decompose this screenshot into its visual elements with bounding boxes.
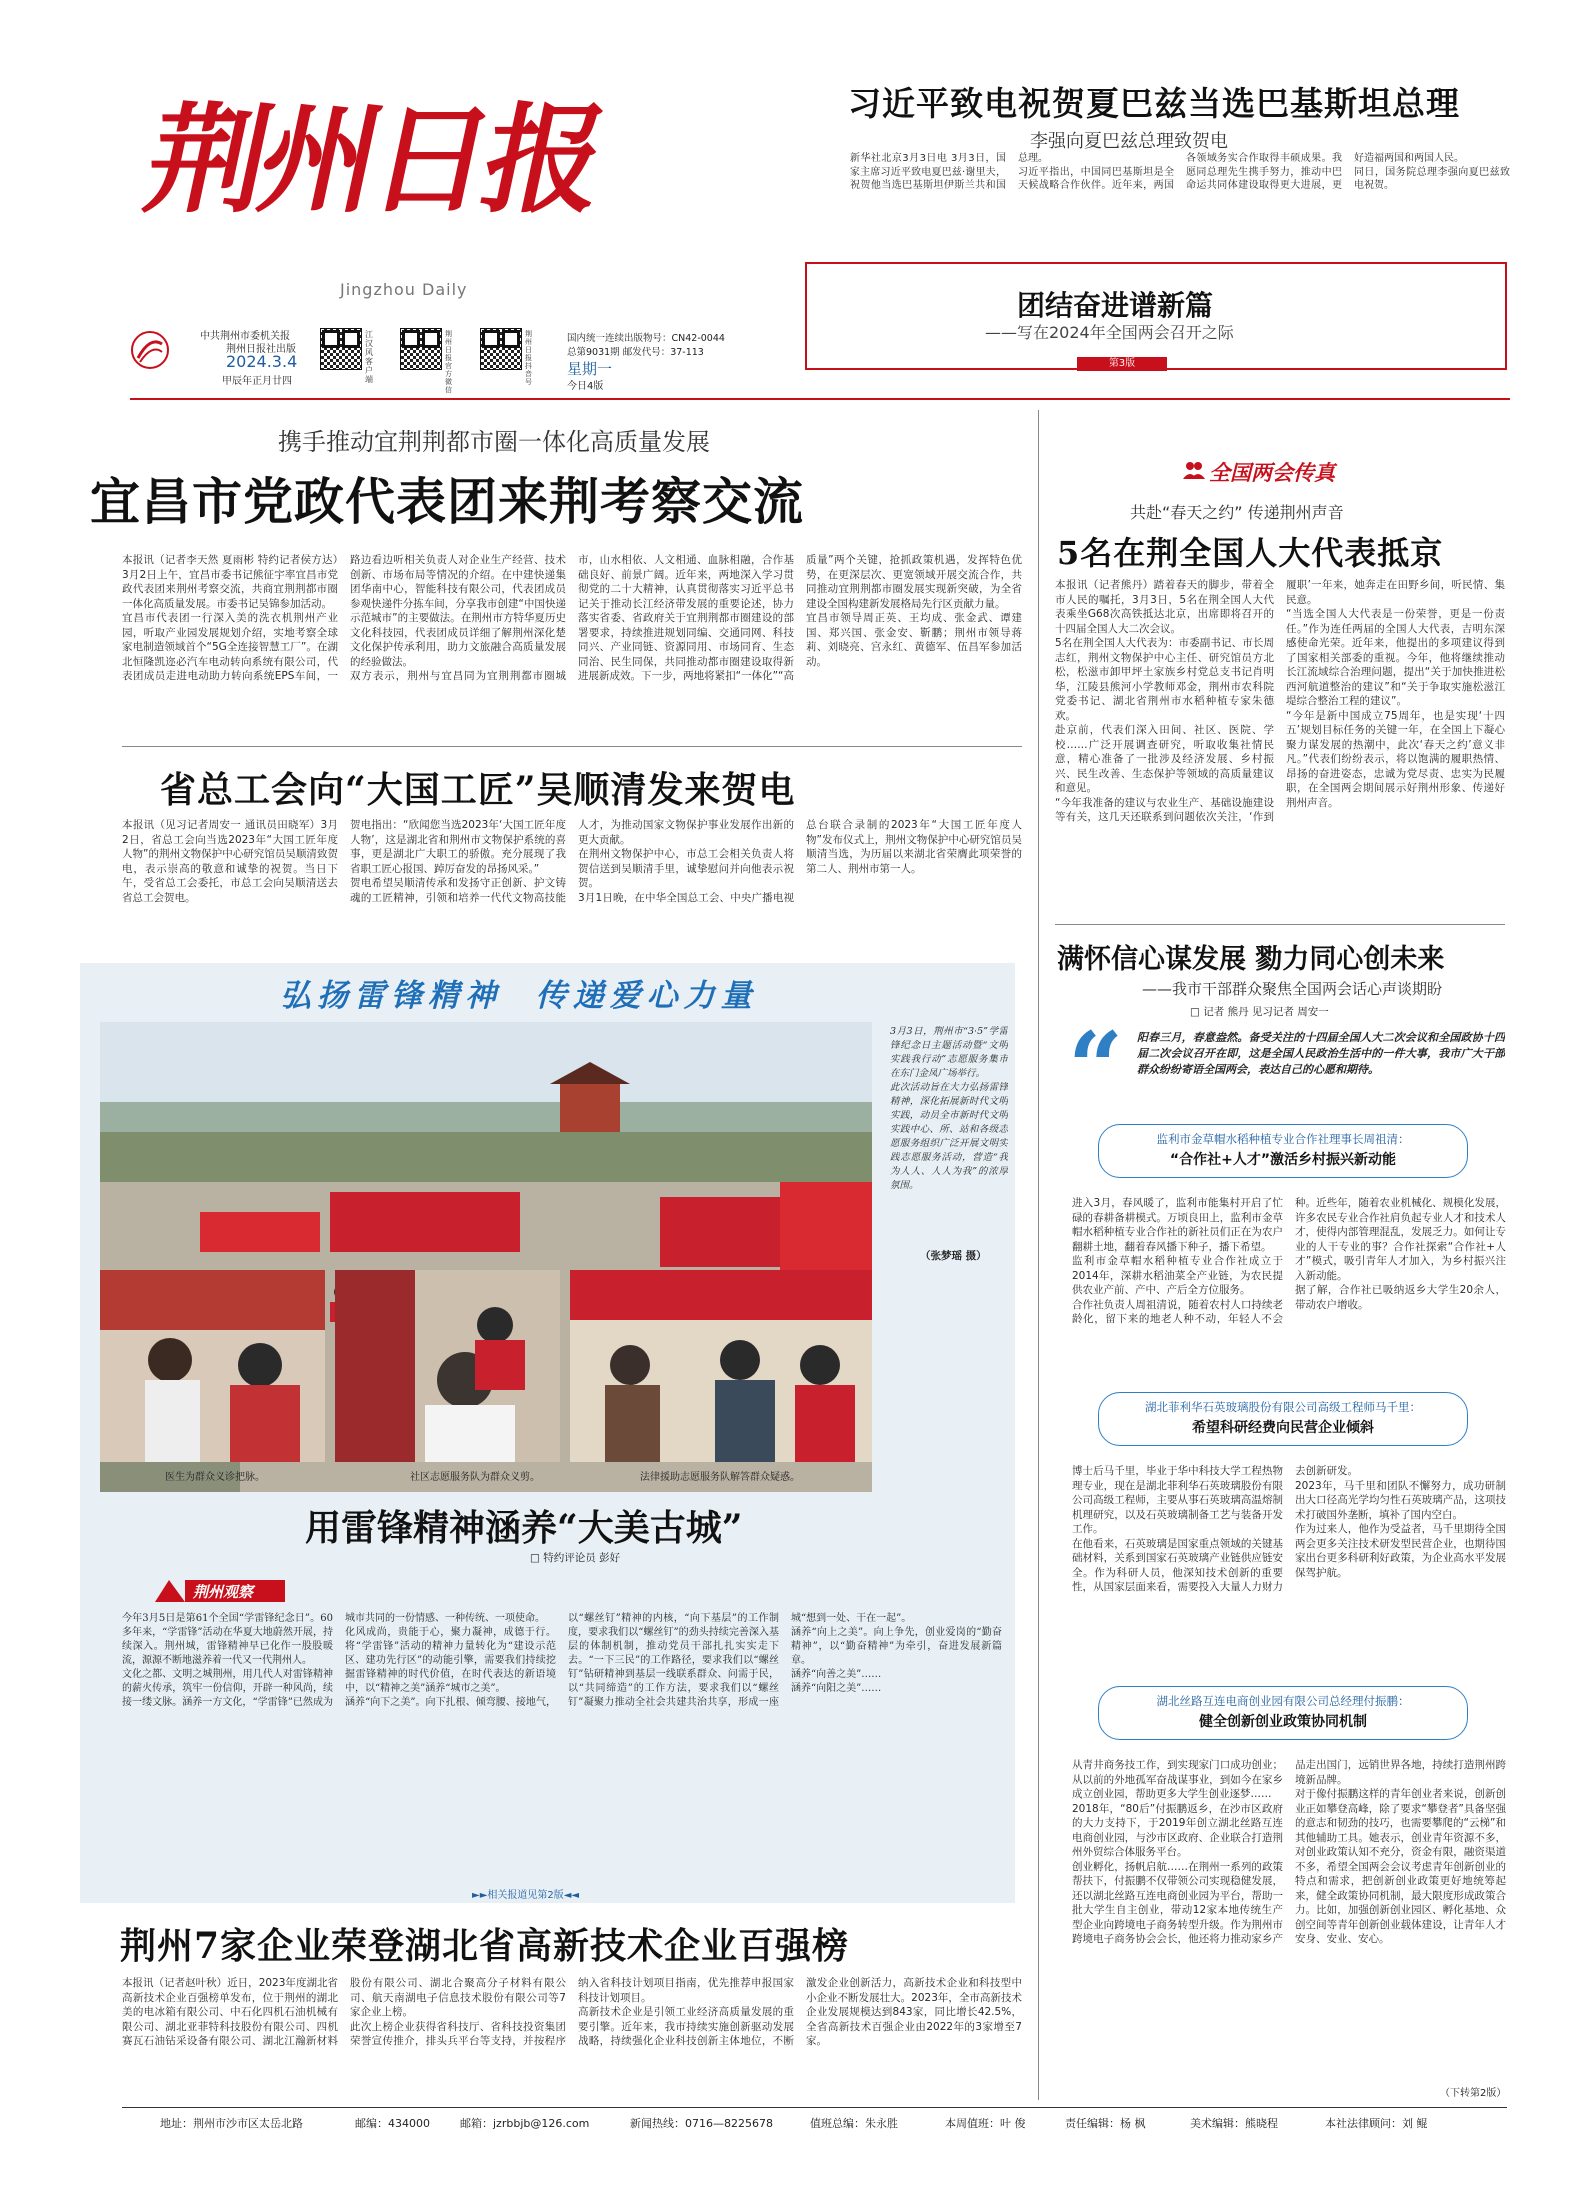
masthead-weekday: 星期一 (567, 360, 613, 378)
qr-label-3: 荆州日报抖音号 (525, 330, 532, 386)
lei-body: 今年3月5日是第61个全国“学雷锋纪念日”。60多年来，“学雷锋”活动在华夏大地蔚然开展，持续深入。荆州城，雷锋精神早已化作一股股暖流，源源不断地滋养着一代又一代荆州人。 文化之都、文明之城荆州，用几代人对雷锋精神的薪火传承，筑牢一份信仰，开辟一种风尚，续接一缕文脉。涵养一方文化，“学雷锋”已然成为城市共同的一份情感、一种传统、一项使命。 化风成尚，贵能于心，聚力凝神，成德于行。将“学雷锋”活动的精神力量转化为“建设示范区、建功先行区”的动能引擎，需要我们持续挖掘雷锋精神的时代价值，在时代表达的新语境中，以“精神之美”涵养“城市之美”。 涵养“向下之美”。向下扎根、倾弯腰、接地气，以“螺丝钉”精神的内核，“向下基层”的工作制度，要求我们以“螺丝钉”的劲头持续完善深入基层的体制机制，推动党员干部扎扎实实走下去。“一下三民”的工作路径，要求我们以“螺丝钉”钻研精神到基层一线联系群众、问需于民，以“共同缔造”的工作方法，要求我们以“螺丝钉”凝聚力推动全社会共建共治共享，形成一座城“想到一处、干在一起”。 涵养“向上之美”。向上争先，创业爱岗的“勤奋精神”，以“勤奋精神”为牵引，奋进发展新篇章。 涵养“向善之美”…… 涵养“向阳之美”…… (122, 1613, 1002, 1708)
masthead-issn: 国内统一连续出版物号：CN42-0044 (567, 333, 725, 344)
footer-editor: 责任编辑：杨 枫 (1065, 2117, 1146, 2130)
column-separator (1038, 410, 1039, 2100)
masthead-date: 2024.3.4 (226, 352, 298, 371)
qr-label-2: 荆州日报官方微信 (445, 330, 452, 394)
masthead-english: Jingzhou Daily (340, 280, 468, 299)
promo-subtitle: ——写在2024年全国两会召开之际 (985, 323, 1234, 342)
right2-jump[interactable]: （下转第2版） (1440, 2088, 1507, 2099)
pill-zhou-zuqing: 监利市金草帽水稻种植专业合作社理事长周祖清： “合作社+人才”激活乡村振兴新动能 (1098, 1124, 1468, 1178)
art1-kicker: 携手推动宜荆荆都市圈一体化高质量发展 (278, 428, 710, 456)
art2-body: 本报讯（见习记者周安一 通讯员田晓军）3月2日，省总工会向当选2023年“大国工匠年度人物”的荆州文物保护中心研究馆员吴顺清致贺电，表示崇高的敬意和诚挚的祝贺。当日下午，受省总工会委托，市总工会向吴顺清送去省总工会贺电。 贺电指出：“欣闻您当选2023年‘大国工匠年度人物’，这是湖北省和荆州市文物保护系统的喜事，更是湖北广大职工的骄傲。充分展现了我省职工匠心报国、踔厉奋发的昂扬风采。” 贺电希望吴顺清传承和发扬守正创新、护文铸魂的工匠精神，引领和培养一代代文物高技能人才，为推动国家文物保护事业发展作出新的更大贡献。 在荆州文物保护中心，市总工会相关负责人将贺信送到吴顺清手里，诚挚慰问并向他表示祝贺。 3月1日晚，在中华全国总工会、中央广播电视总台联合录制的2023年“大国工匠年度人物”发布仪式上，荆州文物保护中心研究馆员吴顺清当选，为历届以来湖北省荣膺此项荣誉的第二人、荆州市第一人。 (122, 819, 1022, 904)
lei-photo-doctor (100, 1270, 325, 1462)
right2-author: □ 记者 熊丹 见习记者 周安一 (1190, 1006, 1329, 1018)
lei-photo-haircut (335, 1270, 560, 1462)
lei-jump[interactable]: ►►相关报道见第2版◄◄ (472, 1890, 580, 1901)
masthead-issue: 总第9031期 邮发代号：37-113 (567, 347, 704, 358)
qr-code-app (320, 328, 362, 370)
footer-email[interactable]: 邮箱：jzrbbjb@126.com (460, 2117, 590, 2130)
lei-caption-1: 医生为群众义诊把脉。 (165, 1472, 265, 1483)
right2-subtitle: ——我市干部群众聚焦全国两会话心声谈期盼 (1142, 980, 1443, 998)
lei-photo-legal (570, 1270, 872, 1462)
art1-body: 本报讯（记者李天然 夏雨彬 特约记者侯方达）3月2日上午，宜昌市委书记熊征宇率宜昌市党政代表团来荆州考察交流，共商宜荆荆都市圈一体化高质量发展。市委书记吴锦参加活动。 宜昌市代表团一行深入美的洗衣机荆州产业园，听取产业园发展规划介绍，实地考察全球家电制造领域首个“5G全连接智慧工厂”。在湖北恒隆凯迩必汽车电动转向系统有限公司，代表团成员走进电动助力转向系统EPS车间，一路边看边听相关负责人对企业生产经营、技术创新、市场布局等情况的介绍。在中建快递集团华南中心，智能科技有限公司，代表团成员参观快递件分拣车间，分享我市创建“中国快递示范城市”的主要做法。在荆州市方特华夏历史文化科技园，代表团成员详细了解荆州深化楚文化保护传承利用，助力文旅融合高质量发展的经验做法。 双方表示，荆州与宜昌同为宜荆荆都市圈城市，山水相依、人文相通、血脉相融，合作基础良好、前景广阔。近年来，两地深入学习贯彻党的二十大精神，认真贯彻落实习近平总书记关于推动长江经济带发展的重要论述，协力落实省委、省政府关于宜荆荆都市圈建设的部署要求，持续推进规划同编、交通同网、科技同兴、产业同链、资源同用、市场同育、生态同治、民生同保，共同推动都市圈建设取得新进展新成效。下一步，两地将紧扣“一体化”“高质量”两个关键，抢抓政策机遇，发挥特色优势，在更深层次、更宽领域开展交流合作，共同推动宜荆荆都市圈发展实现新突破，为全省建设全国构建新发展格局先行区贡献力量。 宜昌市领导周正英、王均成、张金武、谭建国、郑兴国、张金安、靳鹏；荆州市领导蒋莉、刘晓亮、宫永红、黄德军、伍昌军参加活动。 (122, 554, 1022, 682)
top-body: 新华社北京3月3日电 3月3日，国家主席习近平致电夏巴兹·谢里夫，祝贺他当选巴基斯坦伊斯兰共和国总理。 习近平指出，中国同巴基斯坦是全天候战略合作伙伴。近年来，两国各领域务实合作取得丰硕成果。我愿同总理先生携手努力，推动中巴命运共同体建设取得更大进展，更好造福两国和两国人民。 同日，国务院总理李强向夏巴兹致电祝贺。 (850, 153, 1510, 191)
art1-divider (122, 746, 1022, 747)
right-divider (1055, 924, 1505, 925)
right2-p1-body: 进入3月，春风暖了，监利市能集村开启了忙碌的春耕备耕模式。万顷良田上，监利市金草帽水稻种植专业合作社的新社员们正在为农户翻耕土地，翻着春风播下种子，播下希望。 监利市金草帽水稻种植专业合作社成立于2014年，深耕水稻油菜全产业链，为农民提供农业产前、产中、产后全方位服务。 合作社负责人周祖清说，随着农村人口持续老龄化，留下来的地老人种不动，年轻人不会种。近些年，随着农业机械化、规模化发展，许多农民专业合作社肩负起专业人才和技术人才，使得内部管理混乱，发展乏力。如何让专业的人干专业的事？合作社探索“合作社+人才”模式，吸引青年人才加入，为乡村振兴注入新动能。 据了解，合作社已吸纳返乡大学生20余人，带动农户增收。 (1072, 1197, 1506, 1325)
footer-address: 地址：荆州市沙市区太岳北路 (160, 2117, 303, 2130)
footer-hotline: 新闻热线：0716—8225678 (630, 2117, 773, 2130)
footer-duty: 值班总编：朱永胜 (810, 2117, 898, 2130)
right1-kicker: 共赴“春天之约” 传递荆州声音 (1130, 503, 1344, 522)
masthead-org1: 中共荆州市委机关报 (200, 331, 290, 342)
lei-headline: 用雷锋精神涵养“大美古城” (305, 1507, 743, 1549)
lianghui-badge (1183, 455, 1339, 485)
footer-bar (160, 2115, 1500, 2135)
promo-page-tag: 第3版 (1077, 357, 1167, 371)
lei-photo-text: 3月3日，荆州市“3·5”学雷锋纪念日主题活动暨“文明实践我行动”志愿服务集市在东门金凤广场举行。 此次活动旨在大力弘扬雷锋精神，深化拓展新时代文明实践，动员全市新时代文明实践中心、所、站和各级志愿服务组织广泛开展文明实践志愿服务活动，营造“我为人人、人人为我”的浓厚氛围。 (890, 1026, 1008, 1191)
footer-legal: 本社法律顾问：刘 鲲 (1325, 2117, 1428, 2130)
pill-fu-zhenpeng: 湖北丝路互连电商创业园有限公司总经理付振鹏： 健全创新创业政策协同机制 (1098, 1686, 1468, 1740)
right2-p3-body: 从青井商务技工作，到实现家门口成功创业；从以前的外地孤军奋战谋事业，到如今在家乡成立创业园，帮助更多大学生创业逐梦…… 2018年，“80后”付振鹏返乡，在沙市区政府的大力支持下，于2019年创立湖北丝路互连电商创业园，与沙市区政府、企业联合打造荆州外贸综合体服务平台。 创业孵化，扬帆启航……在荆州一系列的政策帮扶下，付振鹏不仅带领公司实现稳健发展，还以湖北丝路互连电商创业园为平台，帮助一批大学生自主创业，带动12家本地传统生产型企业向跨境电子商务转型升级。作为荆州市跨境电子商务协会会长，他还将力推动家乡产品走出国门，远销世界各地，持续打造荆州跨境新品牌。 对于像付振鹏这样的青年创业者来说，创新创业正如攀登高峰，除了要求“攀登者”具备坚强的意志和韧劲的技巧，也需要攀爬的“云梯”和其他辅助工具。她表示，创业青年资源不多，对创业政策认知不充分，资金有限，融资渠道不多，希望全国两会会议考虑青年创新创业的特点和需求，把创新创业政策更好地统筹起来，健全政策协同机制，最大限度形成政策合力。比如，加强创新创业园区、孵化基地、众创空间等青年创新创业载体建设，让青年人才安身、安业、安心。 (1072, 1759, 1506, 1945)
lei-author: □ 特约评论员 彭好 (530, 1552, 621, 1564)
newspaper-emblem-icon (130, 330, 170, 370)
quote-icon: “ (1068, 1011, 1124, 1124)
footer-postcode: 邮编：434000 (355, 2117, 430, 2130)
lei-photo-credit: （张梦瑶 摄） (920, 1250, 987, 1262)
qr-code-douyin (480, 328, 522, 370)
right1-headline: 5名在荆全国人大代表抵京 (1057, 534, 1444, 572)
masthead-org2: 荆州日报社出版 (226, 344, 296, 355)
top-headline: 习近平致电祝贺夏巴兹当选巴基斯坦总理 (848, 84, 1460, 123)
qr-code-wechat (400, 328, 442, 370)
lei-caption-2: 社区志愿服务队为群众义剪。 (410, 1472, 540, 1483)
promo-box[interactable] (805, 262, 1507, 370)
right2-lead: 阳春三月，春意盎然。备受关注的十四届全国人大二次会议和全国政协十四届二次会议召开在即，这是全国人民政治生活中的一件大事，我市广大干部群众纷纷寄语全国两会，表达自己的心愿和期待。 (1137, 1031, 1505, 1076)
right1-body: 本报讯（记者熊丹）踏着春天的脚步，带着全市人民的嘱托，3月3日，5名在荆全国人大代表乘坐G68次高铁抵达北京，出席即将召开的十四届全国人大二次会议。 5名在荆全国人大代表为：市委副书记、市长周志红，荆州文物保护中心主任、研究馆员方北松，松滋市卸甲坪土家族乡村党总支书记肖明华，江陵县熊河小学教师邓金，荆州市农科院党委书记、湖北省荆州市水稻种植专家朱德欢。 赴京前，代表们深入田间、社区、医院、学校……广泛开展调查研究，听取收集社情民意，精心准备了一批涉及经济发展、乡村振兴、民生改善、生态保护等领域的高质量建议和意见。 “今年我准备的建议与农业生产、基础设施建设等有关，这几天还联系到问题依次关注，‘作到履职’一年来，她奔走在田野乡间，听民情、集民意。 “当选全国人大代表是一份荣誉，更是一份责任。”作为连任两届的全国人大代表，吉明东深感使命光荣。近年来，他提出的多项建议得到了国家相关部委的重视。今年，他将继续推动长江流域综合治理问题，提出“关于加快推进松西河航道整治的建议”和“关于争取实施松滋江堤综合整治工程的建议”。 “今年是新中国成立75周年，也是实现‘十四五’规划目标任务的关键一年，在全国上下凝心聚力谋发展的热潮中，此次‘春天之约’意义非凡。”代表们纷纷表示，将以饱满的履职热情、昂扬的奋进姿态，忠诚为党尽责、忠实为民履职，在全国两会期间展示好荆州形象、传递好荆州声音。 (1055, 579, 1505, 823)
right2-headline: 满怀信心谋发展 勠力同心创未来 (1057, 944, 1445, 975)
lianghui-badge-text: 全国两会传真 (1209, 460, 1335, 485)
footer-top-rule (122, 2107, 1507, 2108)
right2-p2-body: 博士后马千里，毕业于华中科技大学工程热物理专业，现在是湖北菲利华石英玻璃股份有限公司高级工程师，主要从事石英玻璃高温熔制机理研究，以及石英玻璃制备工艺与装备开发工作。 在他看来，石英玻璃是国家重点领域的关键基础材料，关系到国家石英玻璃产业链供应链安全。作为科研人员，他深知技术创新的重要性，从国家层面来看，需要投入大量人力财力去创新研发。 2023年，马千里和团队不懈努力，成功研制出大口径高光学均匀性石英玻璃产品，这项技术打破国外垄断，填补了国内空白。 作为过来人，他作为受益者，马千里期待全国两会更多关注技术研发型民营企业，也期待国家出台更多科研利好政策，为企业高水平发展保驾护航。 (1072, 1465, 1506, 1593)
top-divider (130, 398, 1510, 400)
lei-column-label: 荆州观察 (125, 1572, 315, 1604)
masthead-pages: 今日4版 (567, 381, 604, 392)
lei-banner: 弘扬雷锋精神 传递爱心力量 (280, 978, 758, 1014)
lei-caption-3: 法律援助志愿服务队解答群众疑惑。 (640, 1472, 800, 1483)
top-subtitle: 李强向夏巴兹总理致贺电 (1030, 131, 1228, 152)
art3-headline: 荆州7家企业荣登湖北省高新技术企业百强榜 (120, 1925, 850, 1967)
masthead-logo: 荆州日报 (135, 90, 613, 229)
footer-art: 美术编辑：熊晓程 (1190, 2117, 1278, 2130)
art2-headline: 省总工会向“大国工匠”吴顺清发来贺电 (160, 769, 796, 811)
footer-shift: 本周值班：叶 俊 (945, 2117, 1026, 2130)
masthead-lunar: 甲辰年正月廿四 (222, 376, 292, 387)
promo-title: 团结奋进谱新篇 (1017, 289, 1214, 322)
pill-ma-qianli: 湖北菲利华石英玻璃股份有限公司高级工程师马千里： 希望科研经费向民营企业倾斜 (1098, 1392, 1468, 1446)
art1-headline: 宜昌市党政代表团来荆考察交流 (90, 472, 804, 531)
qr-label-1: 江汉风客户端 (365, 330, 373, 384)
art3-body: 本报讯（记者赵叶秋）近日，2023年度湖北省高新技术企业百强榜单发布，位于荆州的湖北美的电冰箱有限公司、中石化四机石油机械有限公司、湖北亚菲特科技股份有限公司、四机赛瓦石油钻采设备有限公司、湖北江瀚新材料股份有限公司、湖北合聚高分子材料有限公司、航天南湖电子信息技术股份有限公司等7家企业上榜。 此次上榜企业获得省科技厅、省科技投资集团荣誉宣传推介，排头兵平台等支持，并按程序纳入省科技计划项目指南，优先推荐申报国家科技计划项目。 高新技术企业是引领工业经济高质量发展的重要引擎。近年来，我市持续实施创新驱动发展战略，持续强化企业科技创新主体地位，不断激发企业创新活力，高新技术企业和科技型中小企业不断发展壮大。2023年，全市高新技术企业发展规模达到843家，同比增长42.5%，全省高新技术百强企业由2022年的3家增至7家。 (122, 1977, 1022, 2047)
